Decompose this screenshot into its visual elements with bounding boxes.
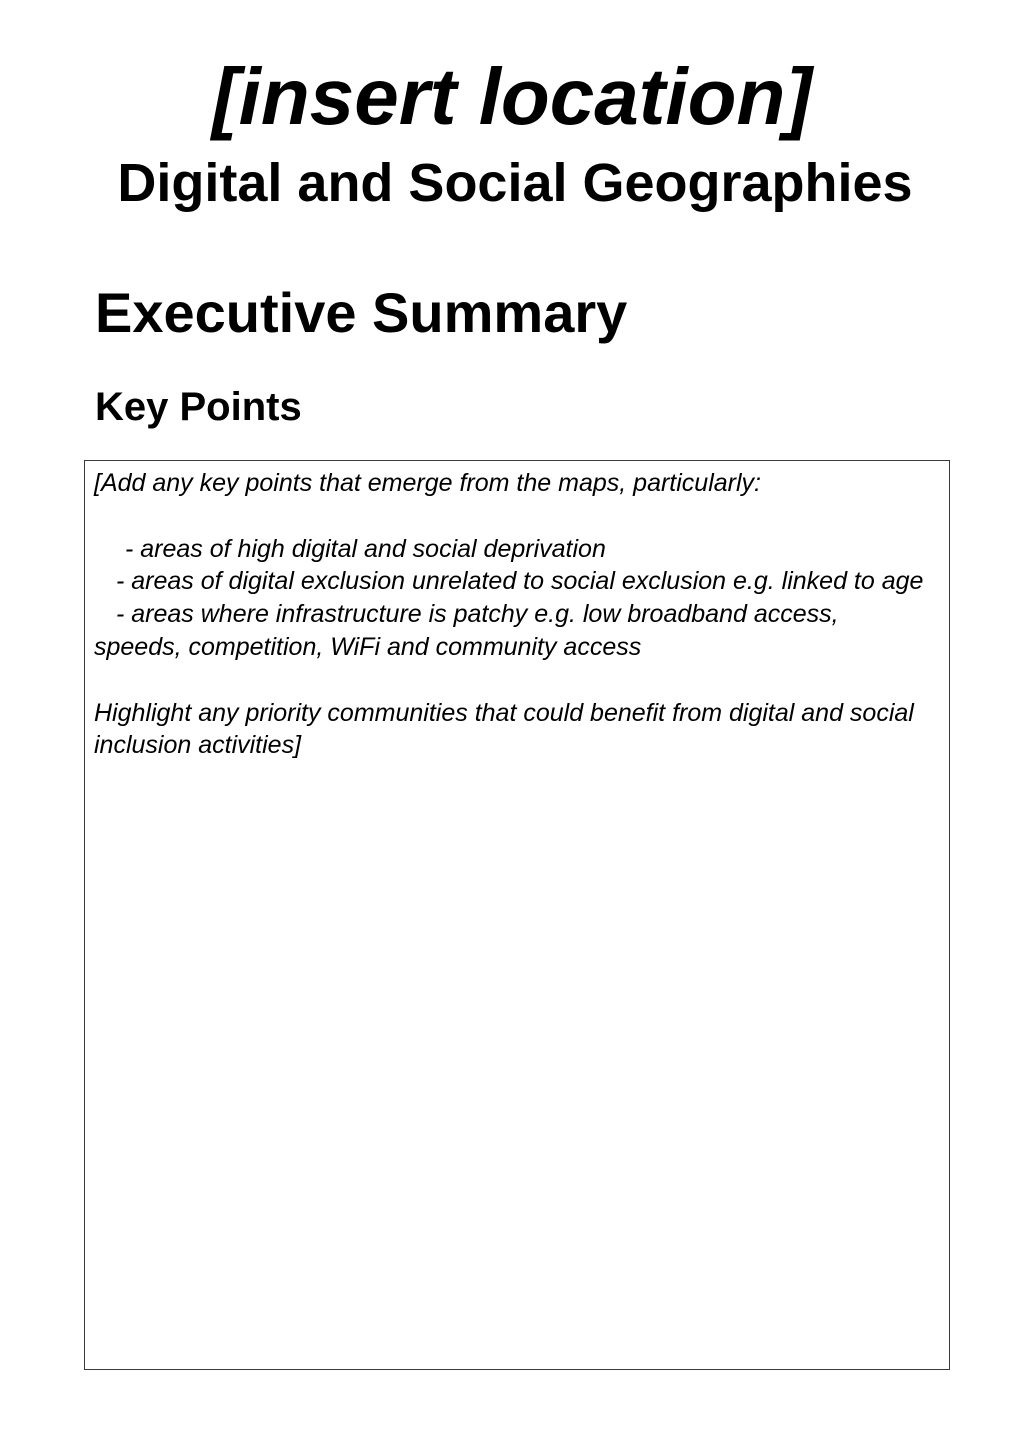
key-point-bullet: - areas of digital exclusion unrelated to social exclusion e.g. linked to age	[116, 567, 924, 596]
blank-line	[94, 664, 925, 697]
executive-summary-heading: Executive Summary	[95, 281, 628, 344]
blank-line	[94, 500, 925, 533]
key-points-textbox[interactable]	[84, 460, 950, 1370]
key-points-heading: Key Points	[95, 385, 302, 429]
location-placeholder-title: [insert location]	[211, 52, 813, 141]
key-point-bullet: - areas of high digital and social deprivation	[125, 534, 606, 563]
key-points-intro: [Add any key points that emerge from the maps, particularly:	[94, 469, 761, 497]
key-points-closing: Highlight any priority communities that could benefit from digital and social inclusion activities]	[94, 698, 914, 760]
key-point-bullet: - areas where infrastructure is patchy e.g. low broadband access, speeds, competition, WiFi and community access	[94, 600, 839, 661]
document-title: Digital and Social Geographies	[117, 153, 913, 213]
